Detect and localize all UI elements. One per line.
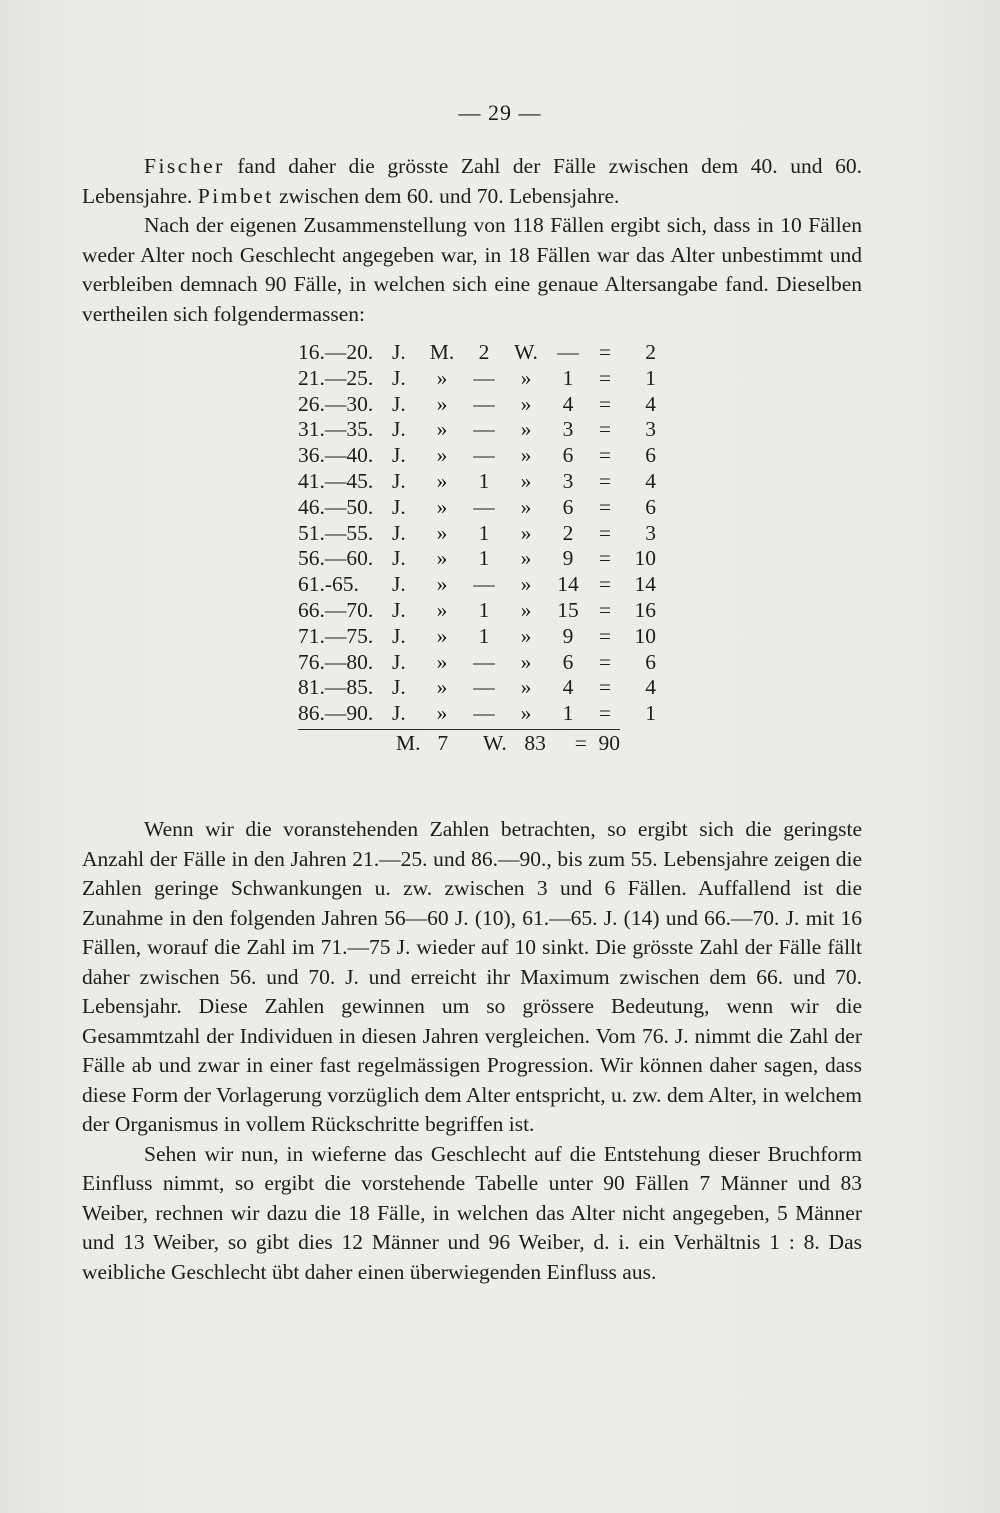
men-count-cell: — — [473, 572, 495, 597]
total-men-marker: M. — [396, 730, 421, 755]
equals-cell: = — [598, 340, 612, 364]
table-row — [298, 546, 656, 572]
total-cell: 1 — [645, 365, 656, 390]
women-marker-cell: » — [520, 520, 532, 545]
equals-cell: = — [598, 468, 612, 493]
equals-cell: = — [598, 443, 612, 468]
men-count-cell: 1 — [478, 520, 490, 545]
paragraph-3: Wenn wir die voranstehenden Zahlen betrachten, so ergibt sich die geringste Anzahl der Fälle in den Jahren 21.—25. und 86.—90., bis zum 55. Lebensjahre zeigen die Zahlen geringe Schwankungen u. zw. zwischen 3 und 6 Fällen. Auffallend ist die Zunahme in den folgenden Jahren 56—60 J. (10), 61.—65. J. (14) und 66.—70. J. mit 16 Fällen, worauf die Zahl im 71.—75 J. wieder auf 10 sinkt. Die grösste Zahl der Fälle fällt daher zwischen 56. und 70. J. und erreicht ihr Maximum zwischen dem 66. und 70. Lebensjahr. Diese Zahlen gewinnen um so grössere Bedeutung, wenn wir die Gesammtzahl der Individuen in diesen Jahren vergleichen. Vom 76. J. nimmt die Zahl der Fälle ab und zwar in einer fast regelmässigen Progression. Wir können daher sagen, dass diese Form der Vorlagerung vorzüglich dem Alter entspricht, u. zw. dem Alter, in welchem der Organismus in vollem Rückschritte begriffen ist. — [82, 817, 862, 1136]
table-row — [298, 624, 656, 650]
men-marker-cell: » — [436, 468, 448, 493]
table-row — [298, 443, 656, 469]
men-count-cell: — — [473, 494, 495, 519]
table-total-row — [298, 729, 620, 757]
age-range-cell: 26.—30. — [298, 391, 374, 416]
year-abbrev-cell: J. — [392, 468, 406, 493]
table-row — [298, 495, 656, 521]
page-number: — 29 — — [458, 100, 542, 125]
women-marker-cell: » — [520, 649, 532, 674]
men-count-cell: 2 — [478, 340, 490, 364]
equals-cell: = — [598, 417, 612, 442]
total-women-count: 83 — [524, 730, 546, 755]
men-marker-cell: » — [436, 417, 448, 442]
women-marker-cell: » — [520, 468, 532, 493]
men-marker-cell: » — [436, 365, 448, 390]
men-count-cell: — — [473, 417, 495, 442]
total-equals: = — [574, 730, 587, 755]
body-text — [82, 815, 862, 1287]
women-marker-cell: W. — [514, 340, 538, 364]
paragraph-2: Nach der eigenen Zusammenstellung von 118 Fällen ergibt sich, dass in 10 Fällen weder Alter noch Geschlecht angegeben war, in 18 Fällen war das Alter unbestimmt und verbleiben demnach 90 Fälle, in welchen sich eine genaue Altersangabe fand. Dieselben vertheilen sich folgendermassen: — [82, 213, 862, 326]
table-row — [298, 598, 656, 624]
table-row — [298, 521, 656, 547]
equals-cell: = — [598, 391, 612, 416]
age-range-cell: 56.—60. — [298, 546, 374, 571]
women-marker-cell: » — [520, 572, 532, 597]
year-abbrev-cell: J. — [392, 365, 406, 390]
equals-cell: = — [598, 546, 612, 571]
women-count-cell: 6 — [562, 443, 574, 468]
total-men-count: 7 — [437, 730, 449, 755]
women-count-cell: 4 — [562, 391, 574, 416]
table-row — [298, 340, 656, 366]
men-marker-cell: » — [436, 623, 448, 648]
men-marker-cell: » — [436, 701, 448, 726]
women-marker-cell: » — [520, 546, 532, 571]
intro-text — [82, 152, 862, 329]
equals-cell: = — [598, 494, 612, 519]
table-row — [298, 572, 656, 598]
women-marker-cell: » — [520, 391, 532, 416]
men-count-cell: 1 — [478, 623, 490, 648]
men-marker-cell: » — [436, 597, 448, 622]
total-cell: 4 — [645, 468, 656, 493]
total-cell: 16 — [634, 597, 656, 622]
total-cell: 10 — [634, 623, 656, 648]
men-count-cell: — — [473, 649, 495, 674]
women-count-cell: 15 — [557, 597, 579, 622]
women-count-cell: 3 — [562, 468, 574, 493]
year-abbrev-cell: J. — [392, 649, 406, 674]
year-abbrev-cell: J. — [392, 597, 406, 622]
women-count-cell: 1 — [562, 365, 574, 390]
year-abbrev-cell: J. — [392, 443, 406, 468]
equals-cell: = — [598, 572, 612, 597]
equals-cell: = — [598, 520, 612, 545]
men-marker-cell: » — [436, 494, 448, 519]
total-cell: 6 — [645, 649, 656, 674]
equals-cell: = — [598, 649, 612, 674]
age-range-cell: 66.—70. — [298, 597, 374, 622]
table-row — [298, 650, 656, 676]
men-marker-cell: » — [436, 649, 448, 674]
year-abbrev-cell: J. — [392, 520, 406, 545]
age-distribution-table — [298, 340, 656, 757]
men-marker-cell: » — [436, 572, 448, 597]
total-cell: 4 — [645, 391, 656, 416]
total-cell: 10 — [634, 546, 656, 571]
age-range-cell: 61.-65. — [298, 572, 359, 597]
men-marker-cell: » — [436, 391, 448, 416]
age-range-cell: 46.—50. — [298, 494, 374, 519]
year-abbrev-cell: J. — [392, 701, 406, 726]
total-cell: 2 — [645, 340, 656, 364]
age-range-cell: 86.—90. — [298, 701, 374, 726]
table-row — [298, 675, 656, 701]
age-range-cell: 51.—55. — [298, 520, 374, 545]
women-count-cell: 9 — [562, 623, 574, 648]
men-marker-cell: M. — [429, 340, 455, 364]
men-count-cell: — — [473, 675, 495, 700]
age-range-cell: 71.—75. — [298, 623, 374, 648]
men-count-cell: 1 — [478, 597, 490, 622]
author-name-fischer: Fischer — [144, 154, 225, 178]
women-count-cell: 4 — [562, 675, 574, 700]
equals-cell: = — [598, 675, 612, 700]
men-marker-cell: » — [436, 520, 448, 545]
men-count-cell: — — [473, 365, 495, 390]
table-row — [298, 701, 656, 727]
women-marker-cell: » — [520, 443, 532, 468]
women-marker-cell: » — [520, 494, 532, 519]
paragraph-1-text-a: fand daher die grösste Zahl der Fälle zwischen dem 40. und 60. Lebensjahre. — [82, 154, 862, 208]
age-range-cell: 21.—25. — [298, 365, 374, 390]
men-count-cell: 1 — [478, 468, 490, 493]
year-abbrev-cell: J. — [392, 623, 406, 648]
year-abbrev-cell: J. — [392, 546, 406, 571]
men-marker-cell: » — [436, 546, 448, 571]
total-cell: 6 — [645, 443, 656, 468]
equals-cell: = — [598, 701, 612, 726]
paragraph-1 — [82, 152, 862, 211]
grand-total: 90 — [598, 730, 620, 755]
total-cell: 1 — [645, 701, 656, 726]
men-count-cell: — — [473, 391, 495, 416]
total-cell: 14 — [634, 572, 656, 597]
women-count-cell: 6 — [562, 494, 574, 519]
table-row — [298, 366, 656, 392]
women-marker-cell: » — [520, 417, 532, 442]
men-marker-cell: » — [436, 675, 448, 700]
table-row — [298, 469, 656, 495]
year-abbrev-cell: J. — [392, 391, 406, 416]
women-marker-cell: » — [520, 701, 532, 726]
men-count-cell: — — [473, 443, 495, 468]
women-marker-cell: » — [520, 675, 532, 700]
total-cell: 3 — [645, 520, 656, 545]
equals-cell: = — [598, 597, 612, 622]
men-count-cell: 1 — [478, 546, 490, 571]
women-count-cell: 14 — [557, 572, 579, 597]
year-abbrev-cell: J. — [392, 675, 406, 700]
age-range-cell: 76.—80. — [298, 649, 374, 674]
age-range-cell: 81.—85. — [298, 675, 374, 700]
equals-cell: = — [598, 365, 612, 390]
year-abbrev-cell: J. — [392, 340, 406, 364]
women-marker-cell: » — [520, 597, 532, 622]
age-range-cell: 16.—20. — [298, 340, 374, 364]
total-cell: 4 — [645, 675, 656, 700]
total-women-marker: W. — [483, 730, 507, 755]
table-row — [298, 417, 656, 443]
author-name-pimbet: Pimbet — [197, 183, 274, 208]
equals-cell: = — [598, 623, 612, 648]
age-range-cell: 36.—40. — [298, 443, 374, 468]
women-count-cell: — — [557, 340, 579, 364]
paragraph-4: Sehen wir nun, in wieferne das Geschlecht auf die Entstehung dieser Bruchform Einfluss nimmt, so ergibt die vorstehende Tabelle unter 90 Fällen 7 Männer und 83 Weiber, rechnen wir dazu die 18 Fälle, in welchen das Alter nicht angegeben, 5 Männer und 13 Weiber, so gibt dies 12 Männer und 96 Weiber, d. i. ein Verhältnis 1 : 8. Das weibliche Geschlecht übt daher einen überwiegenden Einfluss aus. — [82, 1141, 862, 1284]
women-count-cell: 1 — [562, 701, 574, 726]
total-cell: 6 — [645, 494, 656, 519]
year-abbrev-cell: J. — [392, 417, 406, 442]
women-marker-cell: » — [520, 365, 532, 390]
year-abbrev-cell: J. — [392, 572, 406, 597]
women-count-cell: 6 — [562, 649, 574, 674]
age-range-cell: 41.—45. — [298, 468, 374, 493]
year-abbrev-cell: J. — [392, 494, 406, 519]
total-cell: 3 — [645, 417, 656, 442]
women-count-cell: 2 — [562, 520, 574, 545]
table-row — [298, 392, 656, 418]
paragraph-1-text-b: zwischen dem 60. und 70. Lebensjahre. — [273, 183, 620, 208]
women-count-cell: 3 — [562, 417, 574, 442]
men-marker-cell: » — [436, 443, 448, 468]
men-count-cell: — — [473, 701, 495, 726]
women-count-cell: 9 — [562, 546, 574, 571]
women-marker-cell: » — [520, 623, 532, 648]
age-range-cell: 31.—35. — [298, 417, 374, 442]
